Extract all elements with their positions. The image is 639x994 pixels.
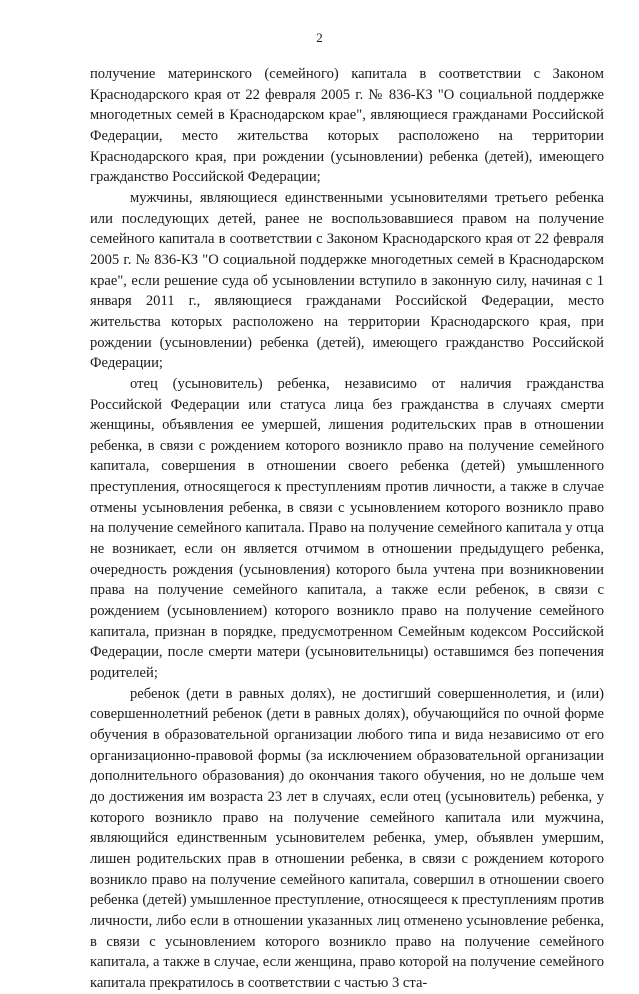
paragraph-single-adoptive-fathers: мужчины, являющиеся единственными усыновителями третьего ребенка или последующих детей, ранее не воспользовавшиеся правом на получение семейного капитала в соответствии с Законом Краснодарского края от 22 февраля 2005 г. № 836-КЗ "О социальной поддержке многодетных семей в Краснодарском крае", если решение суда об усыновлении вступило в законную силу, начиная с 1 января 2011 г., являющиеся гражданами Российской Федерации, место жительства которых расположено на территории Краснодарского края, при рождении (усыновлении) ребенка (детей), имеющего гражданство Российской Федерации; <box>90 189 604 372</box>
paragraph-child-recipients: ребенок (дети в равных долях), не достигший совершеннолетия, и (или) совершеннолетний ребенок (дети в равных долях), обучающийся по очной форме обучения в образовательной организации любого типа и вида независимо от его организационно-правовой формы (за исключением образовательной организации дополнительного образования) до окончания такого обучения, но не дольше чем до достижения им возраста 23 лет в случаях, если отец (усыновитель) ребенка, у которого возникло право на получение семейного капитала или мужчина, являющийся единственным усыновителем ребенка, умер, объявлен умершим, лишен родительских прав в отношении ребенка, в связи с рождением которого возникло право на получение семейного капитала, совершил в отношении своего ребенка (детей) умышленное преступление, относящееся к преступлениям против личности, либо если в отношении указанных лиц отменено усыновление ребенка, в связи с усыновлением которого возникло право на получение семейного капитала, а также в случае, если женщина, право которой на получение семейного капитала прекратилось в соответствии с частью 3 ста- <box>90 685 604 991</box>
document-body <box>90 64 604 994</box>
paragraph-continuation: получение материнского (семейного) капитала в соответствии с Законом Краснодарского края от 22 февраля 2005 г. № 836-КЗ "О социальной поддержке многодетных семей в Краснодарском крае", являющиеся гражданами Российской Федерации, место жительства которых расположено на территории Краснодарского края, при рождении (усыновлении) ребенка (детей), имеющего гражданство Российской Федерации; <box>90 66 604 186</box>
paragraph-father-adoptive-parent: отец (усыновитель) ребенка, независимо от наличия гражданства Российской Федерации или статуса лица без гражданства в случаях смерти женщины, объявления ее умершей, лишения родительских прав в отношении ребенка, в связи с рождением которого возникло право на получение семейного капитала, совершения в отношении своего ребенка (детей) умышленного преступления, относящегося к преступлениям против личности, а также в случае отмены усыновления ребенка, в связи с усыновлением которого возникло право на получение семейного капитала. Право на получение семейного капитала у отца не возникает, если он является отчимом в отношении предыдущего ребенка, очередность рождения (усыновления) которого была учтена при возникновении права на получение семейного капитала, а также если ребенок, в связи с рождением (усыновлением) которого возникло право на получение семейного капитала, признан в порядке, предусмотренном Семейным кодексом Российской Федерации, после смерти матери (усыновительницы) оставшимся без попечения родителей; <box>90 375 604 682</box>
page-number: 2 <box>316 30 323 45</box>
